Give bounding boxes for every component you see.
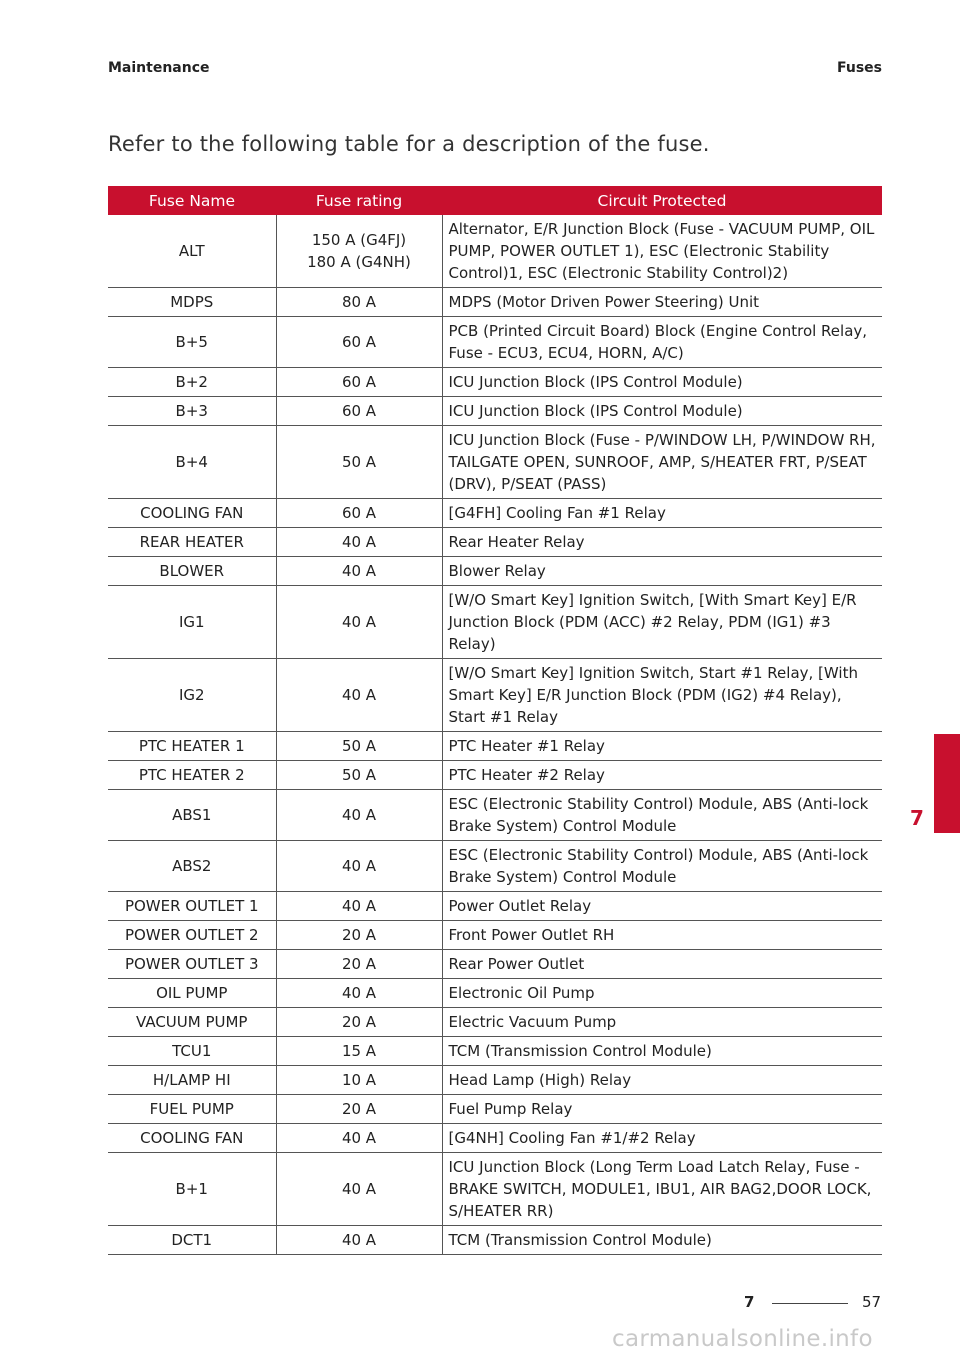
table-row: [108, 1226, 882, 1255]
fuse-name-cell: OIL PUMP: [108, 979, 276, 1008]
circuit-protected-cell: ICU Junction Block (IPS Control Module): [442, 397, 882, 426]
fuse-name-cell: REAR HEATER: [108, 528, 276, 557]
fuse-rating-cell: 60 A: [276, 499, 442, 528]
circuit-protected-cell: Rear Heater Relay: [442, 528, 882, 557]
fuse-rating-cell: 40 A: [276, 1124, 442, 1153]
fuse-rating-cell: 50 A: [276, 761, 442, 790]
circuit-protected-cell: Power Outlet Relay: [442, 892, 882, 921]
table-row: [108, 921, 882, 950]
fuse-name-cell: ABS2: [108, 841, 276, 892]
table-row: [108, 761, 882, 790]
fuse-rating-cell: 20 A: [276, 1095, 442, 1124]
circuit-protected-cell: Fuel Pump Relay: [442, 1095, 882, 1124]
table-row: [108, 841, 882, 892]
circuit-protected-cell: Electric Vacuum Pump: [442, 1008, 882, 1037]
table-row: [108, 426, 882, 499]
fuse-name-cell: ALT: [108, 215, 276, 288]
circuit-protected-cell: PCB (Printed Circuit Board) Block (Engine Control Relay, Fuse - ECU3, ECU4, HORN, A/C): [442, 317, 882, 368]
topic-title: Fuses: [837, 60, 882, 76]
fuse-rating-cell: 15 A: [276, 1037, 442, 1066]
fuse-name-cell: POWER OUTLET 2: [108, 921, 276, 950]
circuit-protected-cell: [G4FH] Cooling Fan #1 Relay: [442, 499, 882, 528]
footer-divider: [772, 1303, 848, 1304]
fuse-table: [108, 186, 882, 1255]
table-header-row: [108, 186, 882, 215]
fuse-name-cell: B+2: [108, 368, 276, 397]
fuse-rating-cell: 50 A: [276, 426, 442, 499]
section-title: Maintenance: [108, 60, 210, 76]
fuse-name-cell: B+5: [108, 317, 276, 368]
table-row: [108, 979, 882, 1008]
fuse-rating-cell: 20 A: [276, 921, 442, 950]
table-row: [108, 288, 882, 317]
fuse-rating-cell: 40 A: [276, 557, 442, 586]
fuse-rating-cell: 40 A: [276, 659, 442, 732]
circuit-protected-cell: TCM (Transmission Control Module): [442, 1226, 882, 1255]
circuit-protected-cell: Blower Relay: [442, 557, 882, 586]
fuse-name-cell: B+1: [108, 1153, 276, 1226]
table-row: [108, 368, 882, 397]
watermark: carmanualsonline.info: [612, 1326, 873, 1352]
fuse-name-cell: COOLING FAN: [108, 1124, 276, 1153]
circuit-protected-cell: [G4NH] Cooling Fan #1/#2 Relay: [442, 1124, 882, 1153]
fuse-rating-cell: 50 A: [276, 732, 442, 761]
fuse-rating-cell: 150 A (G4FJ) 180 A (G4NH): [276, 215, 442, 288]
fuse-rating-cell: 40 A: [276, 1226, 442, 1255]
fuse-name-cell: BLOWER: [108, 557, 276, 586]
circuit-protected-cell: PTC Heater #2 Relay: [442, 761, 882, 790]
fuse-rating-cell: 10 A: [276, 1066, 442, 1095]
column-header-fuse-rating: Fuse rating: [276, 186, 442, 215]
fuse-name-cell: PTC HEATER 1: [108, 732, 276, 761]
fuse-rating-cell: 40 A: [276, 1153, 442, 1226]
table-row: [108, 892, 882, 921]
fuse-name-cell: B+3: [108, 397, 276, 426]
circuit-protected-cell: PTC Heater #1 Relay: [442, 732, 882, 761]
table-row: [108, 215, 882, 288]
fuse-name-cell: TCU1: [108, 1037, 276, 1066]
fuse-rating-cell: 80 A: [276, 288, 442, 317]
fuse-rating-cell: 40 A: [276, 892, 442, 921]
fuse-name-cell: IG2: [108, 659, 276, 732]
fuse-rating-cell: 40 A: [276, 790, 442, 841]
fuse-rating-cell: 40 A: [276, 841, 442, 892]
table-row: [108, 557, 882, 586]
fuse-rating-cell: 60 A: [276, 397, 442, 426]
circuit-protected-cell: MDPS (Motor Driven Power Steering) Unit: [442, 288, 882, 317]
chapter-side-number: 7: [910, 806, 924, 830]
fuse-name-cell: POWER OUTLET 1: [108, 892, 276, 921]
circuit-protected-cell: [W/O Smart Key] Ignition Switch, Start #1 Relay, [With Smart Key] E/R Junction Block (PDM (IG2) #4 Relay), Start #1 Relay: [442, 659, 882, 732]
fuse-name-cell: H/LAMP HI: [108, 1066, 276, 1095]
table-row: [108, 659, 882, 732]
fuse-rating-cell: 40 A: [276, 979, 442, 1008]
fuse-name-cell: ABS1: [108, 790, 276, 841]
circuit-protected-cell: ICU Junction Block (Fuse - P/WINDOW LH, P/WINDOW RH, TAILGATE OPEN, SUNROOF, AMP, S/HEATER FRT, P/SEAT (DRV), P/SEAT (PASS): [442, 426, 882, 499]
fuse-name-cell: VACUUM PUMP: [108, 1008, 276, 1037]
fuse-name-cell: DCT1: [108, 1226, 276, 1255]
column-header-fuse-name: Fuse Name: [108, 186, 276, 215]
fuse-name-cell: PTC HEATER 2: [108, 761, 276, 790]
table-row: [108, 1124, 882, 1153]
table-row: [108, 790, 882, 841]
table-row: [108, 317, 882, 368]
fuse-name-cell: COOLING FAN: [108, 499, 276, 528]
column-header-circuit-protected: Circuit Protected: [442, 186, 882, 215]
circuit-protected-cell: TCM (Transmission Control Module): [442, 1037, 882, 1066]
intro-text: Refer to the following table for a description of the fuse.: [108, 132, 710, 156]
fuse-rating-cell: 20 A: [276, 950, 442, 979]
circuit-protected-cell: [W/O Smart Key] Ignition Switch, [With Smart Key] E/R Junction Block (PDM (ACC) #2 Relay, PDM (IG1) #3 Relay): [442, 586, 882, 659]
circuit-protected-cell: Alternator, E/R Junction Block (Fuse - VACUUM PUMP, OIL PUMP, POWER OUTLET 1), ESC (Electronic Stability Control)1, ESC (Electronic Stability Control)2): [442, 215, 882, 288]
fuse-table-body: [108, 215, 882, 1255]
table-row: [108, 586, 882, 659]
fuse-name-cell: FUEL PUMP: [108, 1095, 276, 1124]
table-row: [108, 732, 882, 761]
table-row: [108, 499, 882, 528]
fuse-name-cell: B+4: [108, 426, 276, 499]
table-row: [108, 1037, 882, 1066]
table-row: [108, 397, 882, 426]
table-row: [108, 1095, 882, 1124]
fuse-name-cell: MDPS: [108, 288, 276, 317]
fuse-rating-cell: 40 A: [276, 528, 442, 557]
fuse-rating-cell: 40 A: [276, 586, 442, 659]
fuse-name-cell: IG1: [108, 586, 276, 659]
fuse-rating-cell: 60 A: [276, 368, 442, 397]
circuit-protected-cell: ESC (Electronic Stability Control) Module, ABS (Anti-lock Brake System) Control Module: [442, 841, 882, 892]
circuit-protected-cell: ESC (Electronic Stability Control) Module, ABS (Anti-lock Brake System) Control Module: [442, 790, 882, 841]
table-row: [108, 950, 882, 979]
chapter-side-tab: [934, 734, 960, 833]
footer-chapter-number: 7: [744, 1293, 755, 1311]
circuit-protected-cell: Electronic Oil Pump: [442, 979, 882, 1008]
table-row: [108, 528, 882, 557]
fuse-rating-cell: 20 A: [276, 1008, 442, 1037]
table-row: [108, 1153, 882, 1226]
circuit-protected-cell: ICU Junction Block (Long Term Load Latch Relay, Fuse - BRAKE SWITCH, MODULE1, IBU1, AIR BAG2,DOOR LOCK, S/HEATER RR): [442, 1153, 882, 1226]
table-row: [108, 1008, 882, 1037]
circuit-protected-cell: Rear Power Outlet: [442, 950, 882, 979]
footer-page-number: 57: [862, 1293, 882, 1311]
table-row: [108, 1066, 882, 1095]
circuit-protected-cell: Head Lamp (High) Relay: [442, 1066, 882, 1095]
circuit-protected-cell: Front Power Outlet RH: [442, 921, 882, 950]
fuse-name-cell: POWER OUTLET 3: [108, 950, 276, 979]
fuse-rating-cell: 60 A: [276, 317, 442, 368]
circuit-protected-cell: ICU Junction Block (IPS Control Module): [442, 368, 882, 397]
